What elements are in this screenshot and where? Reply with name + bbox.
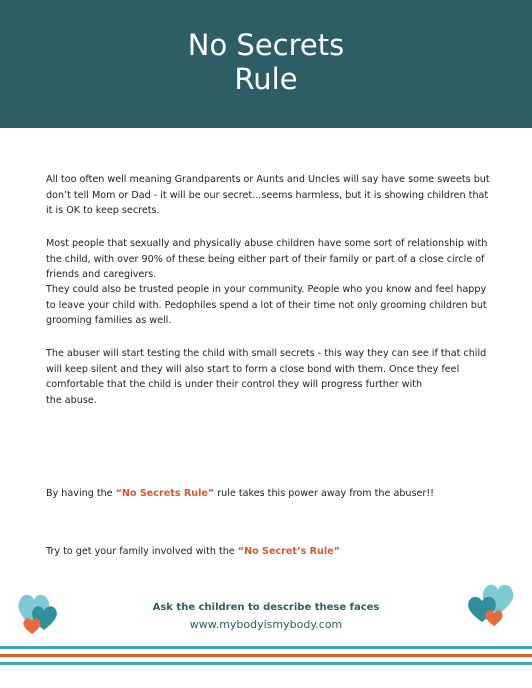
footer-stripe-teal	[0, 646, 532, 649]
paragraph-testing	[46, 346, 492, 408]
family-before: Try to get your family involved with the	[46, 546, 238, 557]
paragraph-testing-main: The abuser will start testing the child with small secrets - this way they can see if that child will keep silent and they will also start to form a close bond with them. Once they feel comfortable that the child is under their control they will progress further with	[46, 348, 487, 390]
footer-stripe-teal-bottom	[0, 662, 532, 665]
paragraph-relationship: Most people that sexually and physically abuse children have some sort of relationship with the child, with over 90% of these being either part of their family or part of a close circle of friends and caregivers.	[46, 238, 488, 280]
rule-power-before: By having the	[46, 488, 116, 499]
paragraph-family	[46, 544, 340, 560]
rule-power-after: rule takes this power away from the abuser!!	[214, 488, 435, 499]
page-header	[0, 0, 532, 128]
footer-stripe-orange	[0, 654, 532, 657]
rule-name-highlight-2: “No Secret’s Rule”	[237, 546, 340, 557]
footer-tagline: Ask the children to describe these faces	[152, 602, 380, 613]
paragraph-community: They could also be trusted people in your community. People who you know and feel happy to leave your child with. Pedophiles spend a lot of their time not only grooming children but grooming families as well.	[46, 284, 487, 326]
footer-url[interactable]: www.mybodyismybody.com	[189, 618, 343, 631]
paragraph-secrets: All too often well meaning Grandparents or Aunts and Uncles will say have some sweets but don’t tell Mom or Dad - it will be our secret...seems harmless, but it is showing children that it is OK to keep secrets.	[46, 174, 490, 216]
page-title: No Secrets Rule	[187, 28, 345, 96]
paragraph-rule-power	[46, 486, 434, 502]
rule-name-highlight: “No Secrets Rule”	[115, 488, 215, 499]
paragraph-testing-end: the abuse.	[46, 394, 97, 406]
